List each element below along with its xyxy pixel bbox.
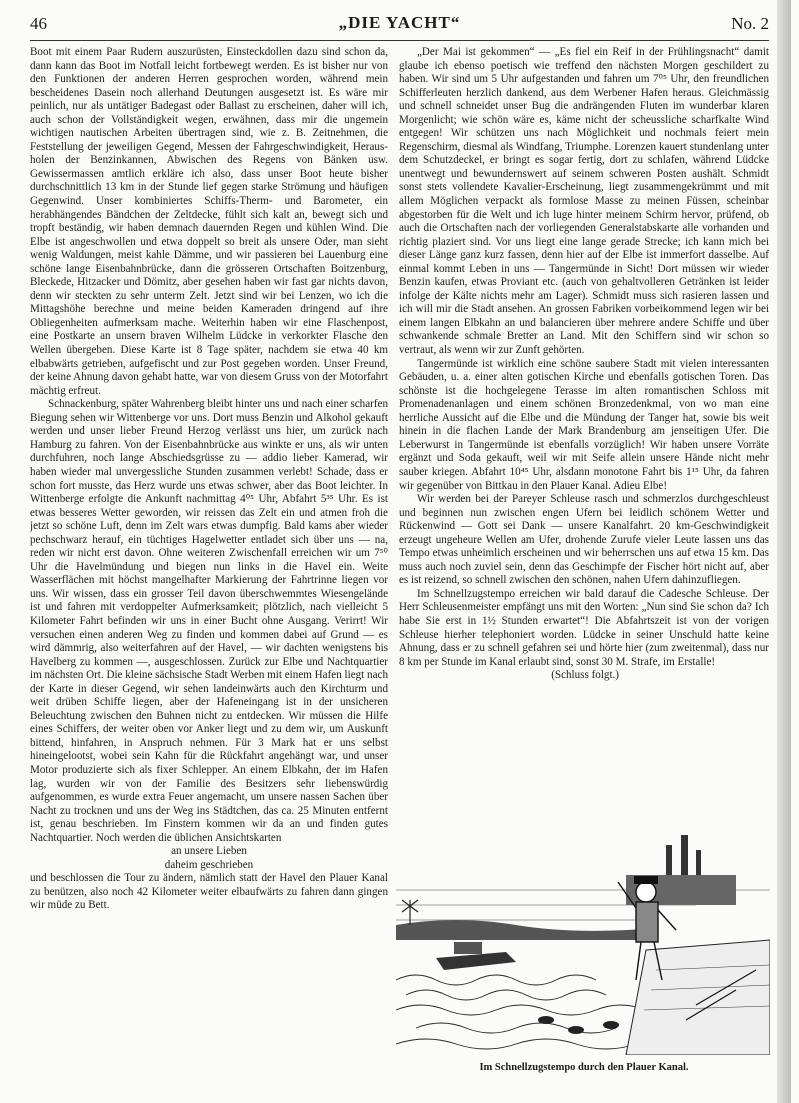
issue-number: No. 2 [731,14,769,33]
paragraph: Im Schnellzugstempo erreichen wir bald darauf die Cadesche Schleuse. Der Herr Schleusenmeister empfängt uns mit den Worten: „Nun sind Sie schon da? Ich habe Sie erst in 1½ Stunden erwartet“! Die Abfahrtszeit ist von der vorigen Schleuse hierher telephoniert worden. Lüdcke in seiner Unschuld hatte keine Ahnung, dass er zu schnell gefahren sei und hörte hier (zum zweitenmal), dass nur 8 km per Stunde im Kanal erlaubt sind, sonst 30 M. Strafe, im Erstalle! [399,587,769,668]
paragraph: und beschlossen die Tour zu ändern, nämlich statt der Havel den Plauer Kanal zu benützen, also noch 42 Kilometer weiter elbaufwärts zu fahren dann gingen wir müde zu Bett. [30,872,388,912]
journal-title: „DIE YACHT“ [338,13,461,32]
postcard-line: daheim geschrieben [164,858,254,871]
page-header [30,10,769,41]
paragraph: Boot mit einem Paar Rudern auszurüsten, Einsteckdollen dazu sind schon da, dann kann das Boot im Notfall leicht fortbewegt werden. Es ist bisher nur von den Funktionen der anderen Herren gesprochen worden, während mein bescheidenes Dasein noch allerhand Deutungen ausgesetzt ist. Es wäre mir peinlich, nur als untätiger Badegast oder Ballast zu erscheinen, daher will ich, auch schon der Vollständigkeit wegen, erwähnen, dass mir die ungemein wichtigen nautischen Arbeiten übertragen sind, wie z. B. Zeitnehmen, die Feststellung der jeweiligen Gegend, Messen der Fahrgeschwindigkeit, Herausholen der Benzinkannen, Abwischen des Regens von Bänken usw. Gewissermassen amtlich erkläre ich also, dass unser Boot heute bisher durchschnittlich 13 km in der Stunde lief gegen starke Strömung und häufigen Gegenwind. Unser kombiniertes Schiffs-Therm- und Barometer, ein herabhängendes Bändchen der Zeltdecke, fühlt sich kalt an, bewegt sich und tropft beständig, wir haben demnach dauernden Regen und kühlen Wind. Die Elbe ist angeschwollen und etwa doppelt so breit als unsere Oder, man sieht wenig Waldungen, meist kahle Dämme, und wir passieren bei Lauenburg eine schöne lange Eisenbahnbrücke, dann die grösseren Ortschaften Boitzenburg, Bleckede, Hitzacker und Dömitz, aber gesehen haben wir fast gar nichts davon, denn wir steckten zu sehr unterm Zelt. Jetzt sind wir bei Lenzen, wo ich die Mittagshöhe berechne und meine beiden Kameraden dringend auf ihre Obliegenheiten aufmerksam mache. Weiterhin haben wir eine Flaschenpost, eine Postkarte an unsern braven Wilhelm Lüdcke in verkorkter Flasche den Wellen übergeben. Diese Karte ist 8 Tage später, nachdem sie etwa 40 km elbabwärts getrieben, aufgefischt und zur Post gegeben worden. Unser Freund, der keine Ahnung davon gehabt hatte, war von diesem Gruss von der Motorfahrt mächtig erfreut. [30,46,388,397]
postcard-line: an unsere Lieben [171,845,247,858]
page-binding-edge [777,0,791,1103]
canal-sketch-illustration [396,830,770,1055]
paragraph: Tangermünde ist wirklich eine schöne saubere Stadt mit vielen interessanten Gebäuden, u. a. einer alten gotischen Kirche und ebenfalls gotischen Toren. Das schönste ist die hochgelegene Terasse im alten romantischen Schloss mit Promenadenanlagen und einem schönen Bronzedenkmal, von wo man eine herrliche Aussicht auf die Elbe und die Mündung der Tanger hat, sowie bis weit hinein in die flachen Lande der Mark Brandenburg am jenseitigen Ufer. Die Leberwurst in Tangermünde ist ebenfalls vorzüglich! Wir haben unsere Vorräte ergänzt und Soda gekauft, weil wir mit Seife allein unsere Hände nicht mehr sauber kriegen. Abfahrt 10⁴⁵ Uhr, alsdann monotone Fahrt bis 1¹⁵ Uhr, da fahren wir gegenüber von Bittkau in den Plauer Kanal. Adieu Elbe! [399,357,769,492]
page-number: 46 [30,14,47,33]
paragraph: „Der Mai ist gekommen“ — „Es fiel ein Reif in der Frühlingsnacht“ damit glaube ich ebenso poetisch wie treffend den nächsten Morgen geschildert zu haben. Wir sind um 5 Uhr aufgestanden und fahren um 7⁰⁵ Uhr, den freundlichen Schifferleuten herzlich dankend, aus dem Werbener Hafen heraus. Gleichmässig und schnell schneidet unser Bug die andrängenden Fluten im wunderbar klaren Morgenlicht; wie schön wäre es, käme nicht der scheussliche scharfkalte Wind entgegen! Wir schützen uns nach Möglichkeit und nochmals feiert mein Regenschirm, diesmal als Windfang, Triumphe. Lorenzen kauert stundenlang unter dem Schutzdeckel, er bringt es sogar fertig, dort zu schlafen, während Lüdcke unentwegt und bewundernswert auf seinem schweren Posten aushält. Schmidt sonst stets vollendete Kavalier-Erscheinung, liegt zusammengekrümmt und mit allem Möglichen verpackt als formlose Masse zu meinen Füssen, scheinbar abgestorben für die Welt und ich luge hinter meinem Schirm hervor, prüfend, ob auch die Ortschaften nach der vorliegenden Generalstabskarte alle vorhanden und richtig plaziert sind. Vor uns liegt eine lange gerade Strecke; ich kann mich bei dieser Länge ganz kurz fassen, denn hier auf der Elbe ist immerfort dasselbe. Auf einmal kommt Leben in uns — Tangermünde in Sicht! Dort müssen wir wieder Benzin kaufen, etwas Proviant etc. (auch von gehaltvolleren Getränken ist leider infolge der Kälte nichts mehr am Lager). Schmidt muss sich rasieren lassen und ich will mir die Stadt ansehen. An grossen Fabriken vorbeikommend legen wir bei einem langen Elbkahn an und balancieren über mehrere andere Schiffe und über schwankende schmale Bretter an Land. Mit den Schiffern sind wir schon so vertraut, als wenn wir zur Zunft gehörten. [399,46,769,357]
right-column [399,46,769,823]
paragraph: Wir werden bei der Pareyer Schleuse rasch und schmerzlos durchgeschleust und beginnen nun zwischen engen Ufern bei leidlich schönem Wetter und Rückenwind — Gott sei Dank — unsere Kanalfahrt. 20 km-Geschwindigkeit erzeugt ungeheure Wellen am Ufer, drohende Zurufe vieler Leute lassen uns das Tempo etwas unheimlich erscheinen und wir beherrschen uns auf etwa 15 km. Das muss auch noch zuviel sein, denn das Geschimpfe der Fischer hört nicht auf, aber es ist reizend, so schnell zwischen den schönen, nahen Ufern dahinzufliegen. [399,493,769,587]
left-column [30,46,388,1083]
paragraph: Schnackenburg, später Wahrenberg bleibt hinter uns und nach einer scharfen Biegung sehen wir Wittenberge vor uns. Dort muss Benzin und Alkohol gekauft werden und unser lieber Freund Herzog verlässt uns hier, um zurück nach Hamburg zu fahren. Von der Eisenbahnbrücke aus winkte er uns, als wir unten durchfuhren, noch lange Abschiedsgrüsse zu — addio lieber Kamerad, wir haben wieder mal unvergessliche Stunden zusammen verlebt! Schade, dass er schon fort musste, das Herz wurde uns etwas schwer, aber das Boot leichter. In Wittenberge erfolgte die Ankunft nachmittag 4⁰⁵ Uhr, Abfahrt 5³⁵ Uhr. Es ist etwas besseres Wetter geworden, wir reissen das Zelt ein und atmen froh die jetzt so schöne Luft, denn im Zelt wars etwas dumpfig. Bald kams aber wieder pechschwarz herauf, ein tüchtiges Hagelwetter entladet sich über uns — na, reden wir nicht erst davon. Ohne weiteren Zwischenfall erreichen wir um 7⁵⁰ Uhr die Havelmündung und biegen nun links in die Havel ein. Weite Wasserflächen mit höchst mangelhafter Markierung der Fahrtrinne liegen vor uns. Wir wissen, dass ein grosser Teil davon überschwemmtes Wiesengelände ist und fahren mit verdoppelter Aufmerksamkeit; plötzlich, nach vielleicht 5 Kilometer Fahrt befinden wir uns in einer Bucht ohne Ausgang. Verirrt! Wir versuchen einen anderen Weg zu finden und kommen dabei auf Grund — es wird dämmrig, also weiterfahren auf der Havel, — wir dachten wenigstens bis Havelberg zu kommen —, ausgeschlossen. Zurück zur Elbe und Nachtquartier im nächsten Ort. Die kleine sächsische Stadt Werben mit einem Hafen liegt nach der Karte in dieser Gegend, wir sehen landeinwärts auch den Kirchturm und weit drüben Schiffe liegen, aber der Hafeneingang ist in der unsicheren Beleuchtung zwischen den Buhnen nicht zu entdecken. Wir müssen die Hilfe eines Schiffers, der weiter oben vor Anker liegt und zu dem wir, um Auskunft bittend, hinfahren, in Anspruch nehmen. Für 3 Mark hat er uns selbst hineingelootst, wobei sein Kahn für die Rückfahrt angehängt war, und unser Motor produzierte sich als fixer Schlepper. An einem Elbkahn, der im Hafen lag, wurden wir von der Familie des Besitzers sehr liebenswürdig aufgenommen, es wurde extra Feuer angemacht, um unsere nassen Sachen über Nacht zu trocknen und uns der Weg ins Städtchen, das ca. 25 Minuten entfernt ist, genau beschrieben. Im Finstern kommen wir da an und finden gutes Nachtquartier. Noch werden die üblichen Ansichtskarten [30,398,388,844]
to-be-continued: (Schluss folgt.) [551,669,619,682]
figure-caption: Im Schnellzugstempo durch den Plauer Kanal. [479,1062,689,1073]
